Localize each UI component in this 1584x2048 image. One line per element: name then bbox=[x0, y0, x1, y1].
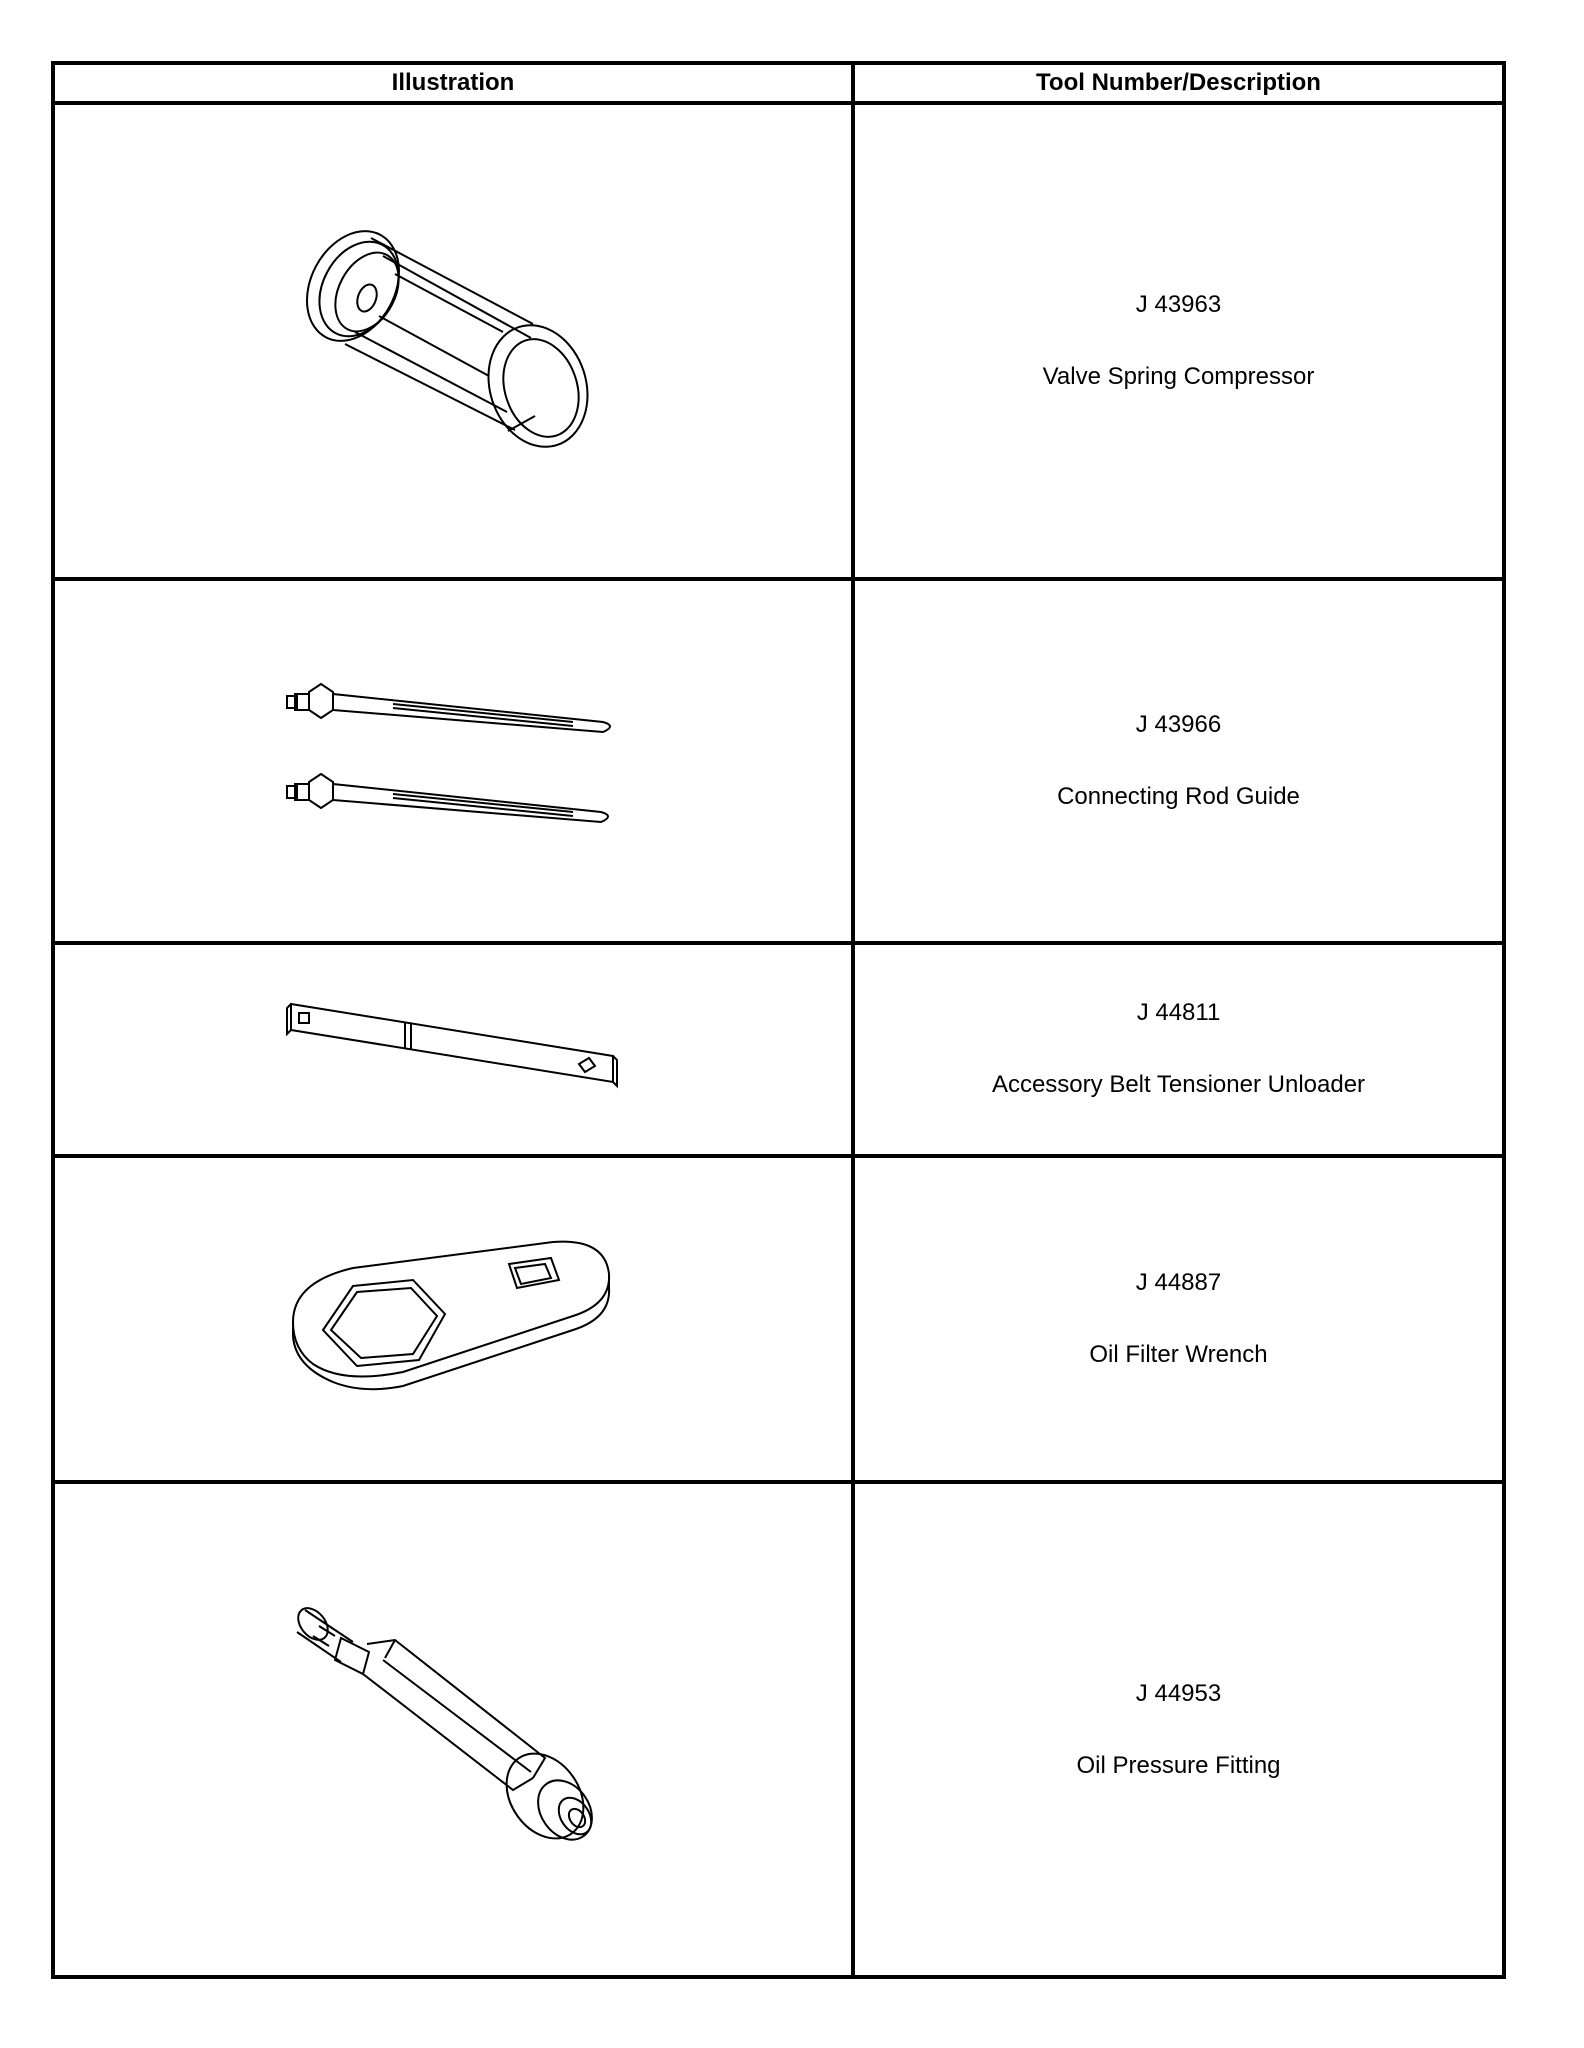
header-tool-description: Tool Number/Description bbox=[853, 63, 1504, 103]
oil-filter-wrench-icon bbox=[283, 1234, 623, 1404]
illustration-cell bbox=[53, 1482, 853, 1977]
tool-number: J 43963 bbox=[1135, 290, 1222, 318]
tool-description: Oil Filter Wrench bbox=[1089, 1341, 1268, 1369]
description-cell bbox=[853, 1482, 1504, 1977]
tool-number: J 44887 bbox=[1135, 1269, 1222, 1297]
illustration-cell bbox=[53, 943, 853, 1157]
description-cell bbox=[853, 943, 1504, 1157]
table-row bbox=[53, 943, 1504, 1157]
oil-pressure-fitting-icon bbox=[283, 1600, 623, 1860]
tool-description: Oil Pressure Fitting bbox=[1076, 1751, 1281, 1779]
tool-description: Valve Spring Compressor bbox=[1042, 362, 1315, 390]
header-illustration: Illustration bbox=[53, 63, 853, 103]
description-cell bbox=[853, 579, 1504, 943]
tool-number: J 43966 bbox=[1135, 710, 1222, 738]
table-row bbox=[53, 1482, 1504, 1977]
valve-spring-compressor-icon bbox=[283, 216, 623, 466]
tool-description: Accessory Belt Tensioner Unloader bbox=[991, 1071, 1366, 1099]
belt-tensioner-unloader-icon bbox=[283, 994, 623, 1104]
table-header-row bbox=[53, 63, 1504, 103]
illustration-cell bbox=[53, 1156, 853, 1482]
illustration-cell bbox=[53, 579, 853, 943]
tool-number: J 44953 bbox=[1135, 1679, 1222, 1707]
table-row bbox=[53, 579, 1504, 943]
tool-description: Connecting Rod Guide bbox=[1057, 782, 1300, 810]
description-cell bbox=[853, 103, 1504, 579]
tool-table bbox=[51, 61, 1506, 1979]
tool-number: J 44811 bbox=[1136, 999, 1221, 1027]
table-row bbox=[53, 103, 1504, 579]
connecting-rod-guide-icon bbox=[283, 666, 623, 856]
table-row bbox=[53, 1156, 1504, 1482]
illustration-cell bbox=[53, 103, 853, 579]
description-cell bbox=[853, 1156, 1504, 1482]
